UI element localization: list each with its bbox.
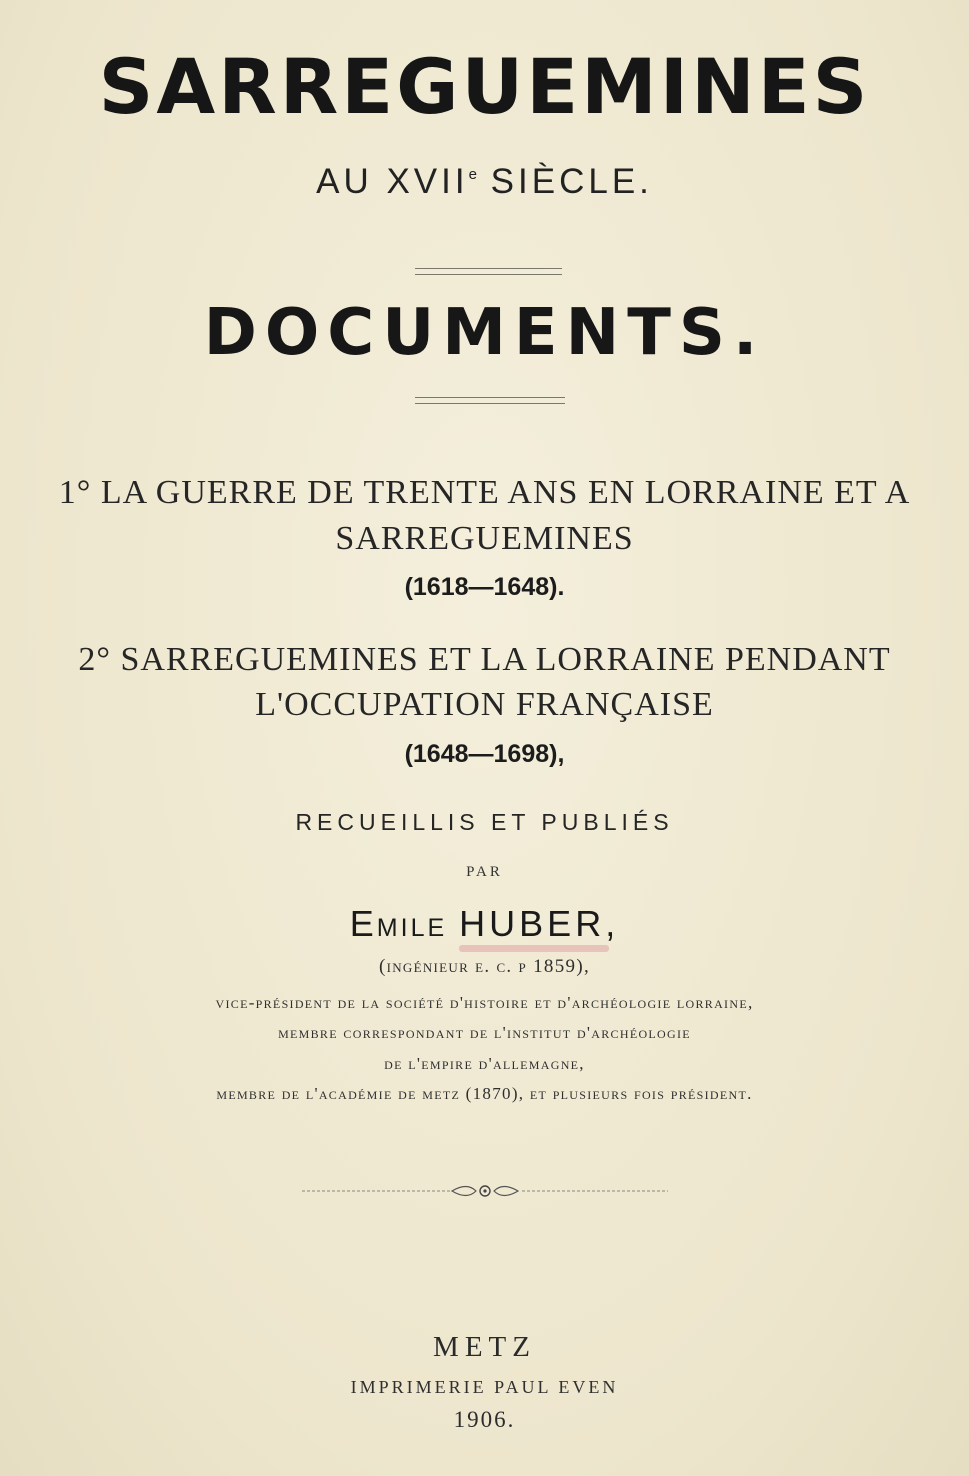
double-rule-divider	[415, 397, 565, 404]
subtitle-superscript: e	[468, 166, 477, 183]
subtitle-text: AU XVII	[316, 162, 469, 201]
fleuron-ornament-icon	[300, 1180, 670, 1202]
item-dates: (1618—1648).	[404, 573, 565, 601]
by-label: PAR	[466, 864, 503, 880]
book-subtitle	[0, 162, 969, 202]
author-name	[0, 903, 969, 945]
author-credential: de l'empire d'allemagne,	[384, 1054, 585, 1073]
book-title: SARREGUEMINES	[98, 42, 871, 131]
imprint-year: 1906.	[453, 1407, 516, 1432]
author-credential: membre correspondant de l'institut d'archéologie	[278, 1023, 691, 1042]
double-rule-divider	[415, 268, 562, 275]
author-credential: (ingénieur e. c. p 1859),	[378, 956, 590, 977]
author-credential: membre de l'académie de metz (1870), et plusieurs fois président.	[216, 1084, 753, 1103]
item-number: 1°	[58, 474, 92, 511]
item-title-line-1: SARREGUEMINES ET LA LORRAINE PENDANT	[120, 641, 891, 678]
contents-item-1	[0, 474, 969, 512]
item-number: 2°	[78, 641, 111, 678]
collected-and-published-label: RECUEILLIS ET PUBLIÉS	[295, 809, 674, 835]
item-dates: (1648—1698),	[404, 740, 565, 768]
imprint-city: METZ	[433, 1331, 536, 1363]
author-first-name: Emile	[349, 903, 448, 944]
item-title-line-2: L'OCCUPATION FRANÇAISE	[255, 686, 714, 723]
item-title-line-1: LA GUERRE DE TRENTE ANS EN LORRAINE ET A	[100, 474, 911, 511]
documents-heading: DOCUMENTS.	[203, 296, 766, 370]
subtitle-text-end: SIÈCLE.	[476, 162, 653, 201]
imprint-printer: IMPRIMERIE PAUL EVEN	[350, 1377, 619, 1397]
contents-item-2	[0, 641, 969, 679]
author-credential: vice-président de la société d'histoire et d'archéologie lorraine,	[215, 993, 754, 1012]
item-title-line-2: SARREGUEMINES	[335, 520, 634, 557]
author-last-name: HUBER,	[459, 903, 620, 944]
